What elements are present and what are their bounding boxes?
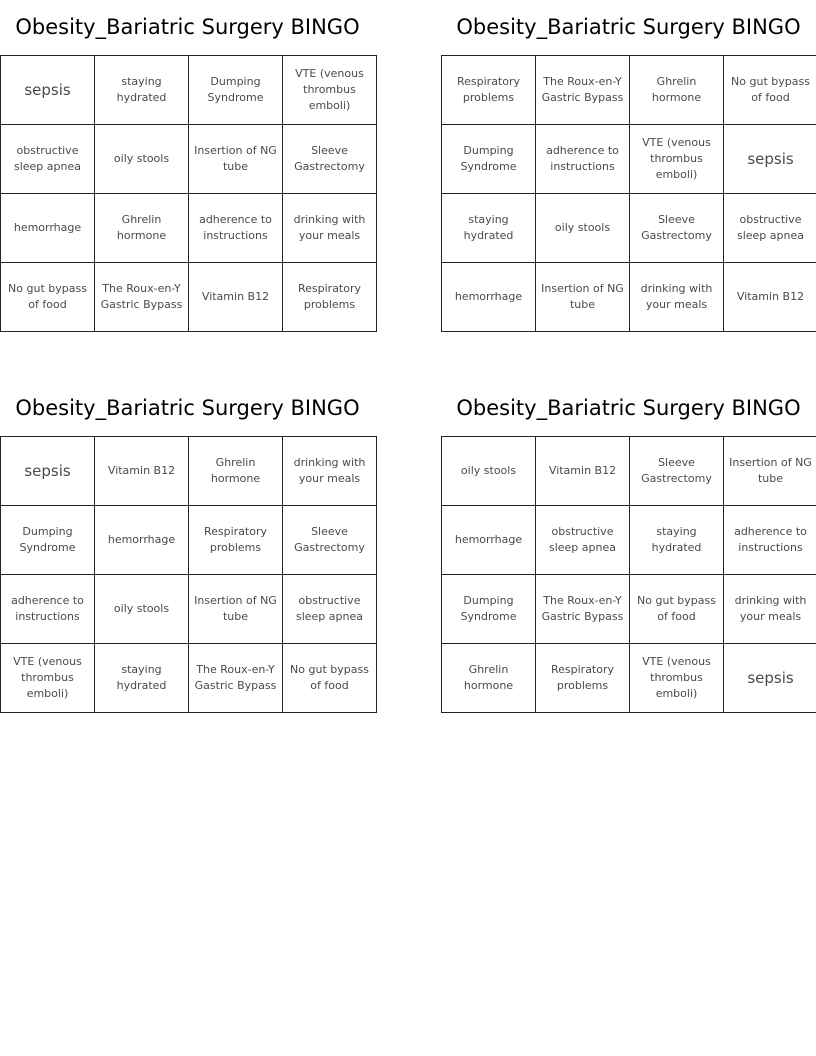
bingo-cell-text: staying hydrated (463, 213, 514, 242)
bingo-cell (95, 575, 189, 644)
bingo-cell-text: Ghrelin hormone (651, 75, 702, 104)
bingo-cell (283, 56, 377, 125)
bingo-cell-text: staying hydrated (651, 525, 702, 554)
bingo-cell (442, 575, 536, 644)
bingo-cell (724, 506, 816, 575)
bingo-cell (630, 644, 724, 713)
bingo-row (1, 575, 377, 644)
bingo-cell (442, 263, 536, 332)
bingo-cell-text: Ghrelin hormone (463, 663, 514, 692)
bingo-cell-text: Sleeve Gastrectomy (294, 144, 365, 173)
bingo-cell-text: adherence to instructions (199, 213, 272, 242)
bingo-row (1, 56, 377, 125)
bingo-cell-text: The Roux-en-Y Gastric Bypass (541, 594, 624, 623)
bingo-cell-text: Dumping Syndrome (19, 525, 76, 554)
bingo-row (442, 56, 816, 125)
bingo-cell-text: drinking with your meals (640, 282, 713, 311)
bingo-cell-text: VTE (venous thrombus emboli) (295, 67, 364, 112)
bingo-cell (189, 125, 283, 194)
bingo-cell-text: Dumping Syndrome (207, 75, 264, 104)
bingo-cell (1, 263, 95, 332)
bingo-cell (630, 263, 724, 332)
bingo-cell-text: oily stools (113, 152, 170, 165)
bingo-cell (536, 263, 630, 332)
bingo-cell-text: sepsis (24, 462, 71, 480)
bingo-cell-text: hemorrhage (107, 533, 176, 546)
bingo-cell (283, 506, 377, 575)
bingo-cell (1, 194, 95, 263)
bingo-cell (536, 575, 630, 644)
bingo-cell (536, 56, 630, 125)
bingo-cell (95, 194, 189, 263)
bingo-cell-text: No gut bypass of food (637, 594, 716, 623)
bingo-cell-text: The Roux-en-Y Gastric Bypass (194, 663, 277, 692)
bingo-cell-text: No gut bypass of food (8, 282, 87, 311)
bingo-cell-text: No gut bypass of food (731, 75, 810, 104)
bingo-cell (189, 575, 283, 644)
bingo-cell-text: hemorrhage (13, 221, 82, 234)
bingo-row (442, 506, 816, 575)
bingo-card-4 (441, 381, 816, 713)
bingo-cell (189, 644, 283, 713)
bingo-cell-text: Vitamin B12 (107, 464, 176, 477)
bingo-cell-text: Vitamin B12 (736, 290, 805, 303)
bingo-cell (95, 263, 189, 332)
bingo-cell-text: drinking with your meals (734, 594, 807, 623)
bingo-cell-text: The Roux-en-Y Gastric Bypass (100, 282, 183, 311)
bingo-cell (724, 125, 816, 194)
bingo-cell (283, 263, 377, 332)
bingo-cell-text: Ghrelin hormone (210, 456, 261, 485)
bingo-cell-text: Respiratory problems (456, 75, 521, 104)
card-title: Obesity_Bariatric Surgery BINGO (456, 15, 801, 39)
bingo-cell-text: Respiratory problems (297, 282, 362, 311)
bingo-row (442, 194, 816, 263)
bingo-cell (189, 263, 283, 332)
bingo-cell (1, 437, 95, 506)
bingo-cell-text: Insertion of NG tube (194, 594, 277, 623)
bingo-cell (724, 644, 816, 713)
bingo-row (442, 644, 816, 713)
bingo-cell (189, 437, 283, 506)
bingo-card-2 (441, 0, 816, 332)
bingo-cell-text: oily stools (554, 221, 611, 234)
bingo-cell (95, 506, 189, 575)
bingo-cell (95, 56, 189, 125)
bingo-grid (0, 55, 377, 332)
bingo-cell (724, 194, 816, 263)
bingo-row (442, 263, 816, 332)
bingo-cell-text: Respiratory problems (203, 525, 268, 554)
bingo-cell-text: VTE (venous thrombus emboli) (13, 655, 82, 700)
bingo-cell-text: hemorrhage (454, 290, 523, 303)
bingo-cell (283, 125, 377, 194)
bingo-cell (630, 575, 724, 644)
bingo-cell (630, 125, 724, 194)
bingo-cell-text: adherence to instructions (734, 525, 807, 554)
bingo-cell-text: obstructive sleep apnea (295, 594, 363, 623)
bingo-grid (441, 55, 816, 332)
bingo-cell (442, 194, 536, 263)
bingo-cell-text: VTE (venous thrombus emboli) (642, 136, 711, 181)
bingo-cell (1, 56, 95, 125)
bingo-cell-text: obstructive sleep apnea (13, 144, 81, 173)
bingo-cell (283, 644, 377, 713)
bingo-cell-text: adherence to instructions (11, 594, 84, 623)
bingo-cell (189, 506, 283, 575)
bingo-cell-text: Vitamin B12 (548, 464, 617, 477)
bingo-cell (442, 437, 536, 506)
bingo-cell-text: VTE (venous thrombus emboli) (642, 655, 711, 700)
bingo-cell (724, 437, 816, 506)
bingo-cell (442, 506, 536, 575)
bingo-grid (441, 436, 816, 713)
bingo-cell-text: Respiratory problems (550, 663, 615, 692)
bingo-cell-text: Dumping Syndrome (460, 594, 517, 623)
bingo-cell (442, 644, 536, 713)
bingo-cell (630, 437, 724, 506)
bingo-row (1, 506, 377, 575)
bingo-row (442, 575, 816, 644)
bingo-card-3 (0, 381, 375, 713)
bingo-cell (630, 506, 724, 575)
bingo-row (442, 437, 816, 506)
card-title: Obesity_Bariatric Surgery BINGO (15, 396, 360, 420)
bingo-cell (95, 644, 189, 713)
bingo-cell (442, 125, 536, 194)
bingo-cell-text: drinking with your meals (293, 456, 366, 485)
bingo-card-1 (0, 0, 375, 332)
bingo-cell (630, 56, 724, 125)
bingo-row (1, 644, 377, 713)
bingo-cell-text: Vitamin B12 (201, 290, 270, 303)
bingo-row (442, 125, 816, 194)
bingo-cell-text: obstructive sleep apnea (548, 525, 616, 554)
bingo-cell-text: obstructive sleep apnea (736, 213, 804, 242)
bingo-cell-text: Insertion of NG tube (541, 282, 624, 311)
bingo-cell (724, 56, 816, 125)
card-title: Obesity_Bariatric Surgery BINGO (15, 15, 360, 39)
bingo-cell-text: staying hydrated (116, 663, 167, 692)
bingo-cell (536, 125, 630, 194)
bingo-row (1, 125, 377, 194)
bingo-cell (1, 506, 95, 575)
bingo-cell (1, 575, 95, 644)
bingo-cell-text: No gut bypass of food (290, 663, 369, 692)
bingo-cell-text: oily stools (460, 464, 517, 477)
bingo-cell-text: hemorrhage (454, 533, 523, 546)
bingo-cell-text: Dumping Syndrome (460, 144, 517, 173)
bingo-cell-text: adherence to instructions (546, 144, 619, 173)
bingo-row (1, 263, 377, 332)
bingo-cell (283, 194, 377, 263)
bingo-cell (95, 437, 189, 506)
bingo-cell-text: Sleeve Gastrectomy (641, 456, 712, 485)
bingo-cell-text: sepsis (747, 669, 794, 687)
bingo-cell-text: The Roux-en-Y Gastric Bypass (541, 75, 624, 104)
bingo-cell (283, 437, 377, 506)
bingo-cell-text: sepsis (747, 150, 794, 168)
bingo-cell-text: Ghrelin hormone (116, 213, 167, 242)
bingo-cell (189, 194, 283, 263)
bingo-cell-text: Sleeve Gastrectomy (641, 213, 712, 242)
bingo-cell-text: oily stools (113, 602, 170, 615)
bingo-cell (1, 125, 95, 194)
bingo-cell (536, 644, 630, 713)
bingo-cell (442, 56, 536, 125)
bingo-cell (189, 56, 283, 125)
bingo-row (1, 437, 377, 506)
bingo-cell-text: drinking with your meals (293, 213, 366, 242)
bingo-row (1, 194, 377, 263)
bingo-cell (724, 263, 816, 332)
bingo-grid (0, 436, 377, 713)
bingo-cell-text: sepsis (24, 81, 71, 99)
bingo-cell (536, 437, 630, 506)
bingo-cell (283, 575, 377, 644)
bingo-cell-text: Insertion of NG tube (729, 456, 812, 485)
bingo-cell-text: Sleeve Gastrectomy (294, 525, 365, 554)
bingo-cell (536, 194, 630, 263)
bingo-cell (630, 194, 724, 263)
bingo-cell (536, 506, 630, 575)
card-title: Obesity_Bariatric Surgery BINGO (456, 396, 801, 420)
bingo-cell (1, 644, 95, 713)
bingo-cell-text: Insertion of NG tube (194, 144, 277, 173)
bingo-cell (724, 575, 816, 644)
bingo-cell-text: staying hydrated (116, 75, 167, 104)
bingo-cell (95, 125, 189, 194)
